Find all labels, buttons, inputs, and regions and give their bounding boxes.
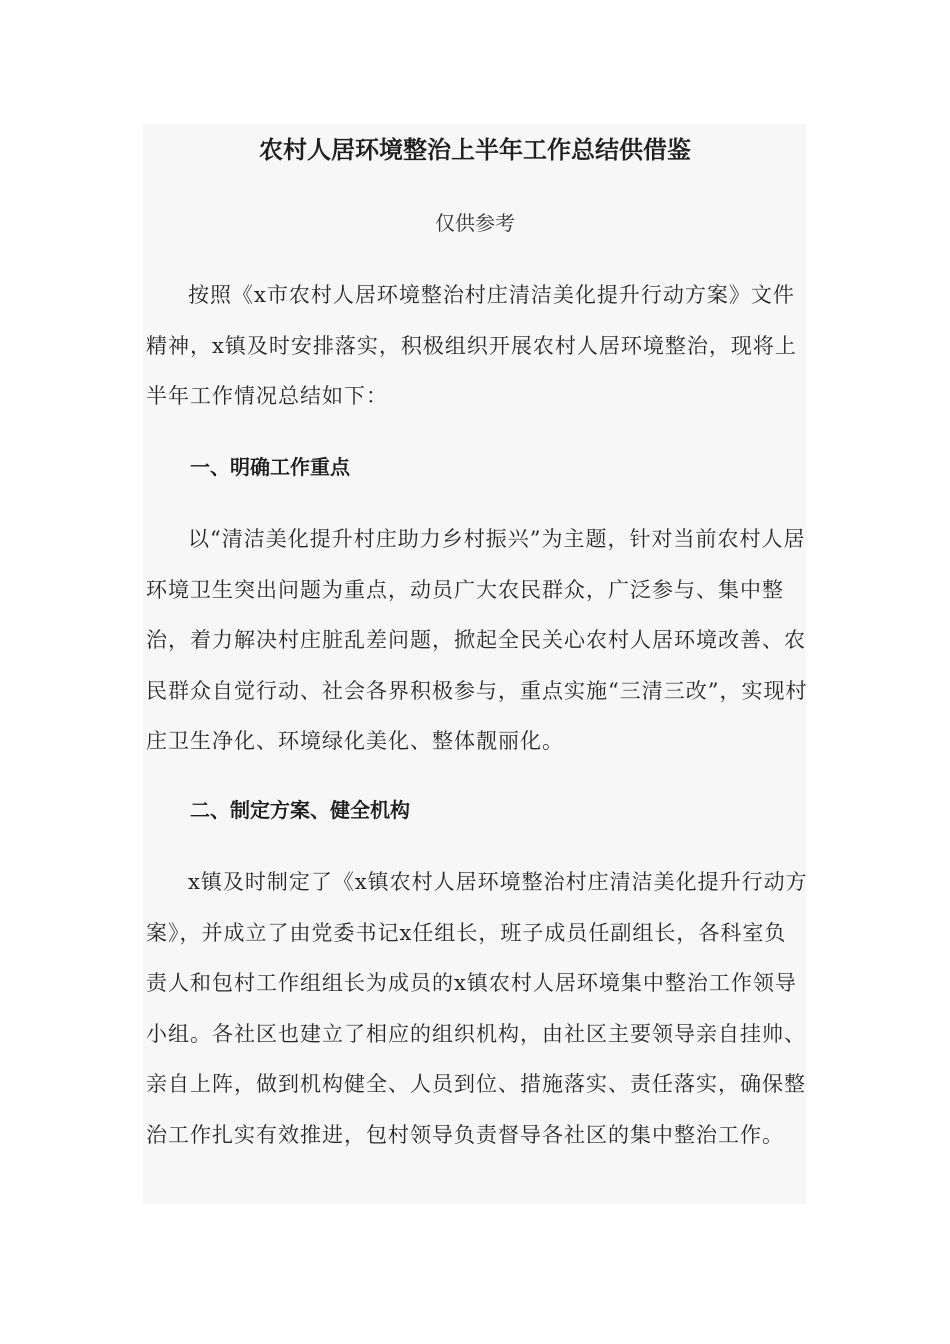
section-heading-2: 二、制定方案、健全机构: [190, 798, 410, 822]
document-subtitle: 仅供参考: [435, 211, 515, 235]
section-body-1: 以“清洁美化提升村庄助力乡村振兴”为主题，针对当前农村人居环境卫生突出问题为重点，动员广大农民群众，广泛参与、集中整治，着力解决村庄脏乱差问题，掀起全民关心农村人居环境改善、农民群众自觉行动、社会各界积极参与，重点实施“三清三改”，实现村庄卫生净化、环境绿化美化、整体靓丽化。: [146, 527, 808, 753]
section-heading-1: 一、明确工作重点: [190, 455, 350, 479]
document-title: 农村人居环境整治上半年工作总结供借鉴: [259, 136, 691, 164]
section-body-2: x镇及时制定了《x镇农村人居环境整治村庄清洁美化提升行动方案》，并成立了由党委书记x任组长，班子成员任副组长，各科室负责人和包村工作组组长为成员的x镇农村人居环境集中整治工作领导小组。各社区也建立了相应的组织机构，由社区主要领导亲自挂帅、亲自上阵，做到机构健全、人员到位、措施落实、责任落实，确保整治工作扎实有效推进，包村领导负责督导各社区的集中整治工作。: [146, 870, 808, 1147]
intro-paragraph: 按照《x市农村人居环境整治村庄清洁美化提升行动方案》文件精神，x镇及时安排落实，积极组织开展农村人居环境整治，现将上半年工作情况总结如下：: [146, 283, 797, 408]
